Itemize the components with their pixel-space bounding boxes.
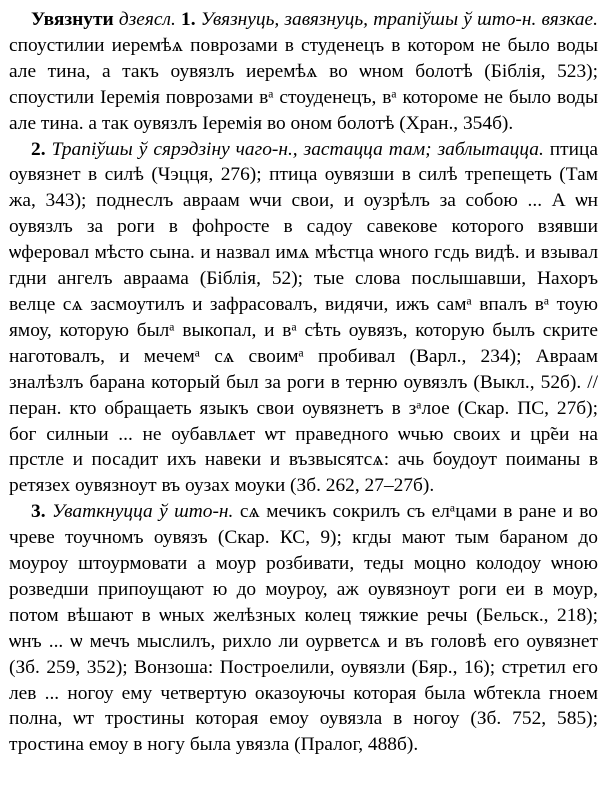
- sense-number: 1.: [181, 9, 201, 30]
- dictionary-entry-sense-1: [9, 7, 598, 137]
- sense-number: 2.: [31, 138, 52, 160]
- sense-citations: птица оувязнет в силѣ (Чэцця, 276); птица оувязши в силѣ трепещеть (Там жа, 343); поднеслъ авраам ѡчи свои, и оузрѣлъ за собою ... А ѡн оувязлъ за роги в фоhросте в садоу савекове которого взявши ѡферовал мѣсто сына. и назвал имѧ мѣстца ѡного гсдь видѣ. и взывал гдни ангелъ авраама (Біблія, 52); тые слова послышавши, Нахоръ велце сѧ засмоутилъ и зафрасовалъ, видячи, ижъ самᵃ впалъ вᵃ тоую ямоу, которую былᵃ выкопал, и вᵃ сѣть оувязъ, которую былъ скрите наготовалъ, и мечемᵃ сѧ своимᵃ пробивал (Варл., 234); Авраам зналѣзлъ барана который был за роги в терню оувязлъ (Выкл., 52б). // перан. кто обращаеть языкъ свои оувязнетъ в зᵃлое (Скар. ПС, 27б); бог силныи ... не оубавлѧет ѡт праведного ѡчью своих и цр̃еи на прстле и посадит ихъ навеки и възвысятсѧ: ачь боудоут поиманы в ретязех оувязноут въ оузах моуки (Зб. 262, 27–27б).: [9, 138, 599, 497]
- headword: Увязнути: [31, 9, 114, 30]
- grammar-label: дзеясл.: [113, 9, 182, 30]
- sense-definition: Уваткнуцца ў што-н.: [51, 501, 234, 523]
- sense-number: 3.: [31, 501, 52, 523]
- dictionary-entry-sense-2: [9, 137, 598, 500]
- sense-definition: Увязнуць, завязнуць, трапіўшы ў што-н. вязкае.: [200, 9, 599, 30]
- dictionary-entry-sense-3: [9, 499, 598, 758]
- sense-citations: сѧ мечикъ сокрилъ съ елᵃцами в ране и во чреве тоучномъ оувязъ (Скар. КС, 9); кгды мают тым бараном до моуроу штоурмовати а моур розбивати, теды моцно колодоу ѡною розведши припоущают ю до моуроу, аж оувязноут роги еи в моур, потом вѣшают в ѡных желѣзных колец тяжкие речы (Бельск., 218); ѡнъ ... ѡ мечъ мыслилъ, рихло ли оурветсѧ и въ головѣ его оувязнет (Зб. 259, 352); Вонзоша: Построелили, оувязли (Бяр., 16); стретил его лев ... ногоу ему четвертую оказоуючы которая была ѡбтекла гноем полна, ѡт тростины которая емоу оувязла в ногоу (Зб. 752, 585); тростина емоу в ногу была увязла (Пралог, 488б).: [9, 501, 599, 756]
- sense-citations: споустилии иеремѣѧ поврозами в студенецъ в котором не было воды але тина, а такъ оувязлъ иеремѣѧ во ѡном болотѣ (Біблія, 523); споустили Іеремія поврозами вᵃ стоуденецъ, вᵃ котороме не было воды але тина. а так оувязлъ Іеремія во оном болотѣ (Хран., 354б).: [9, 34, 598, 134]
- sense-definition: Трапіўшы ў сярэдзіну чаго-н., застацца там; заблытацца.: [51, 138, 544, 160]
